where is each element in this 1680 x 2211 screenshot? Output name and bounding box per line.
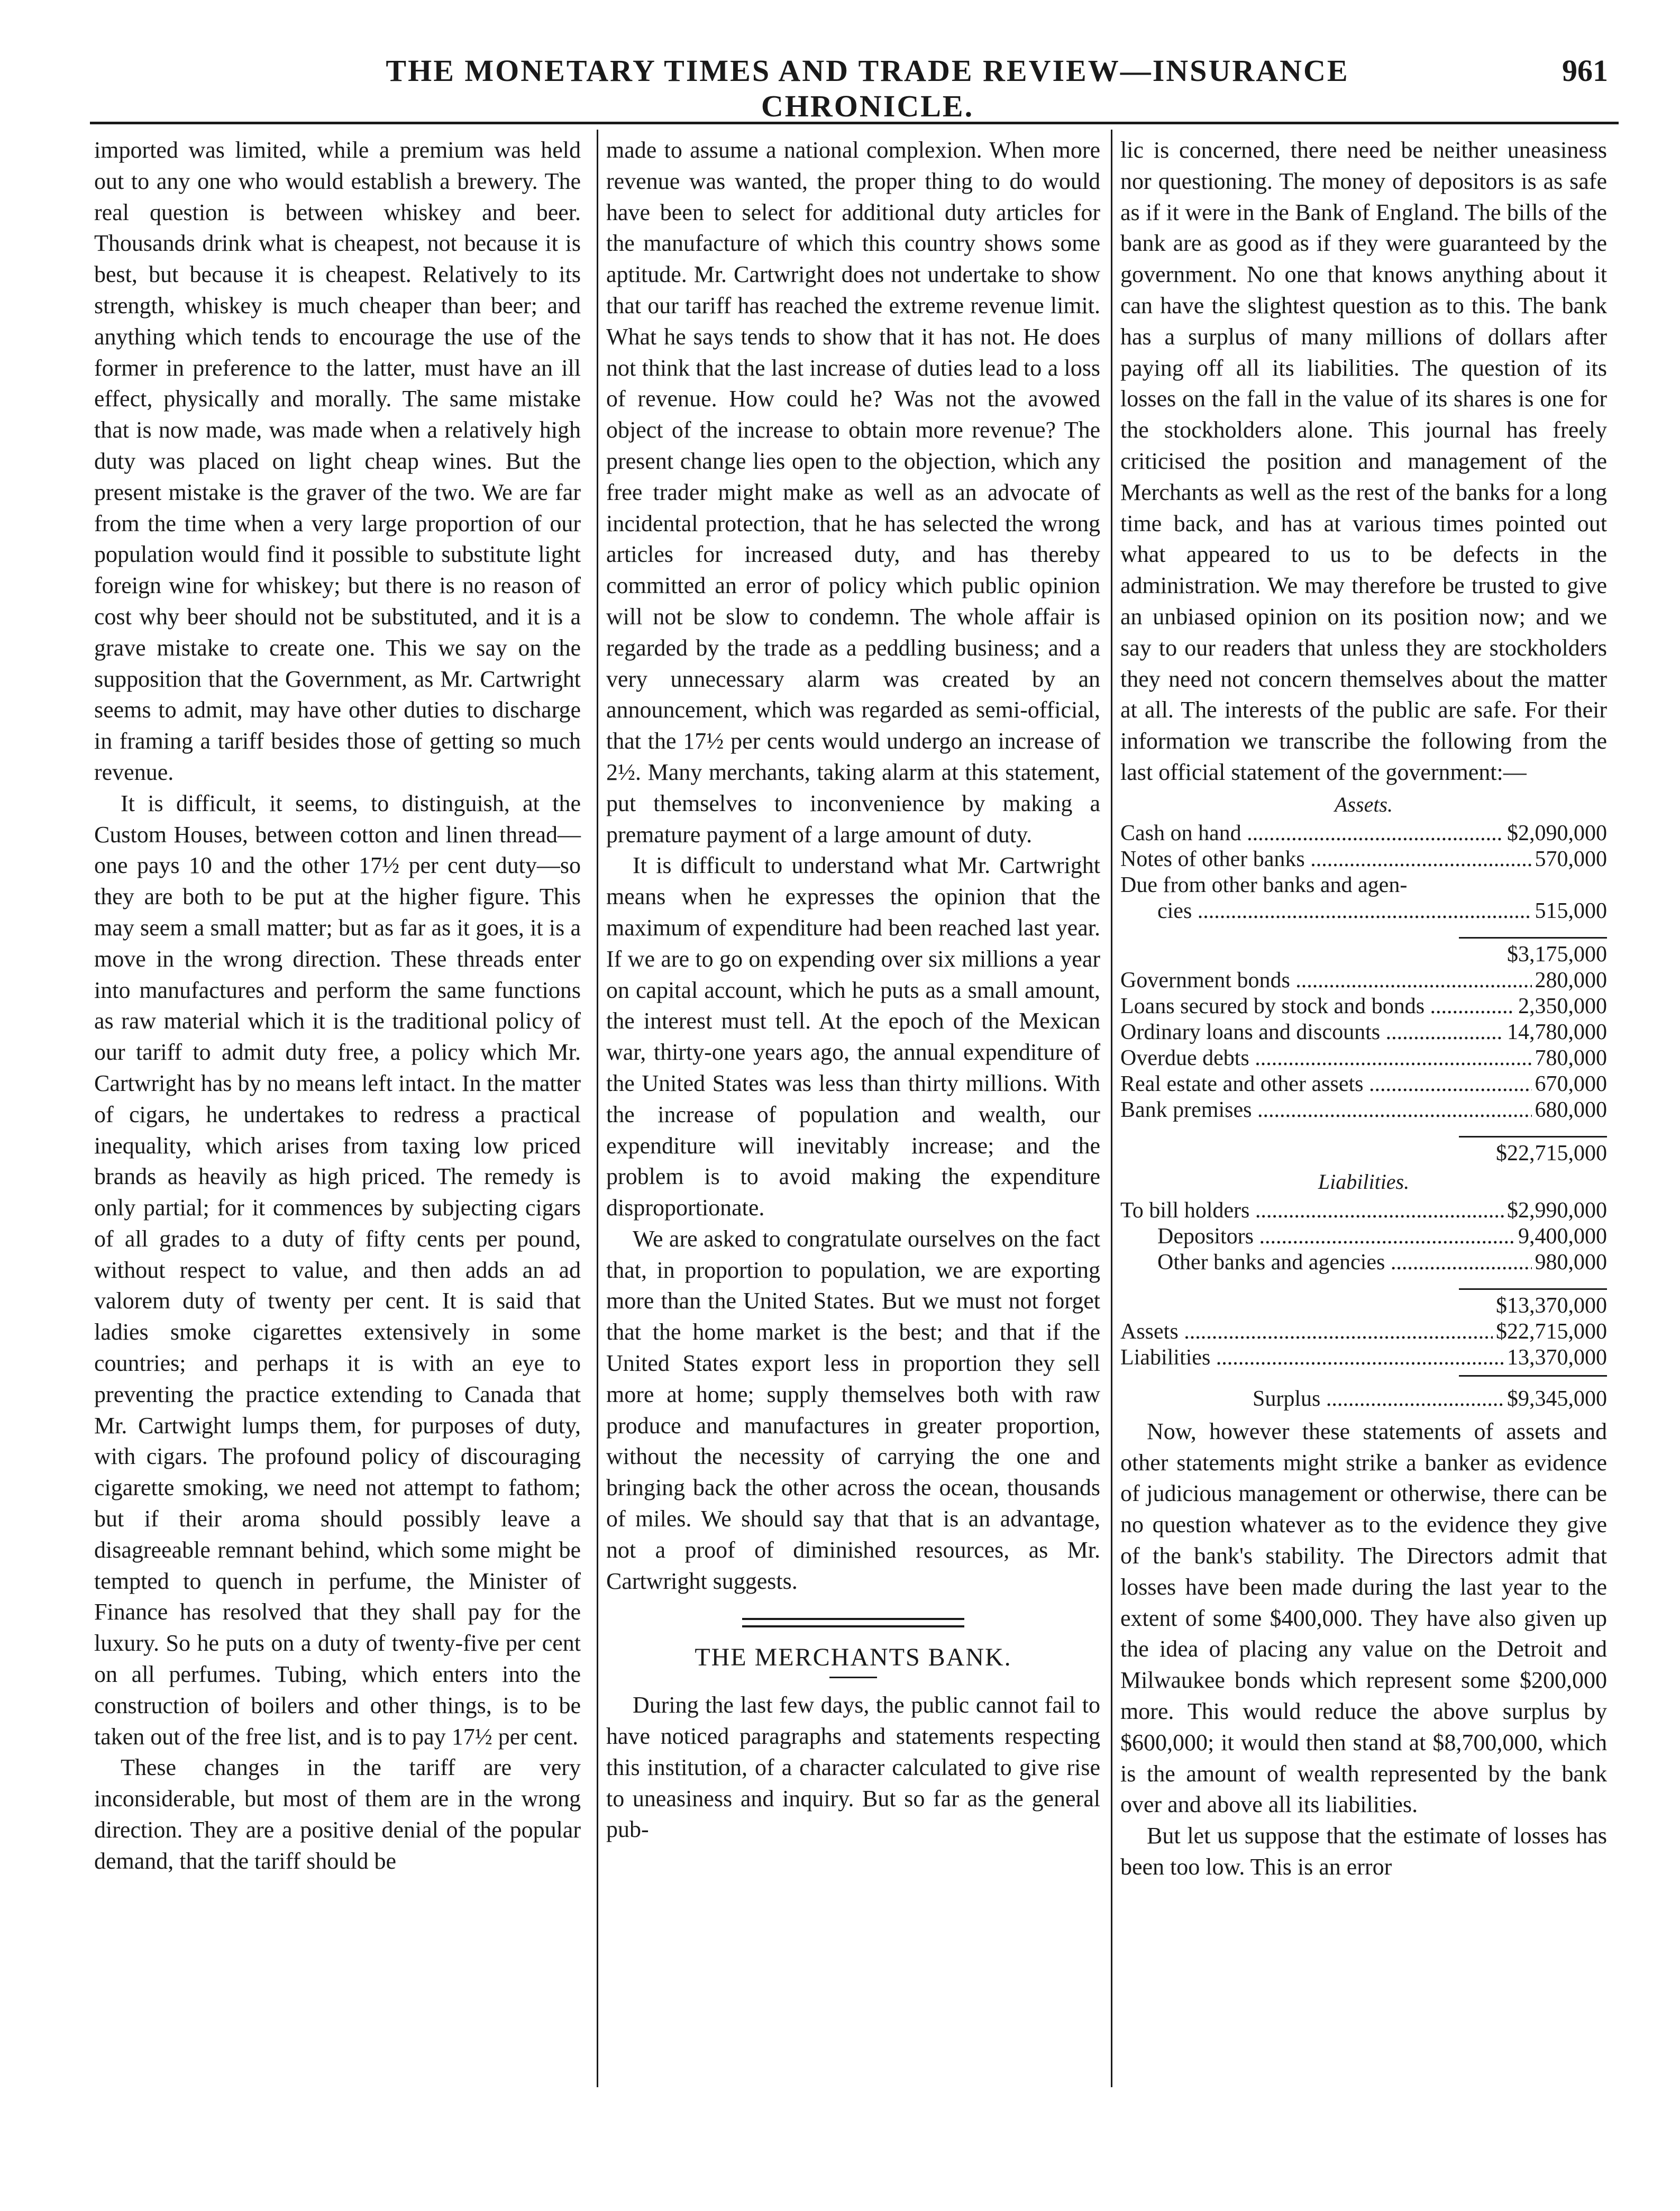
running-title: THE MONETARY TIMES AND TRADE REVIEW—INSURANCE CHRONICLE. [386, 53, 1349, 123]
liabilities-heading: Liabilities. [1318, 1169, 1410, 1194]
statement-subtotal: $3,175,000 [1459, 937, 1607, 968]
header-rule [90, 122, 1619, 124]
paragraph: It is difficult to understand what Mr. Cartwright means when he expresses the opinion that the maximum of expenditure had been reached last year. If we are to go on expending over six millions a year on capital account, which he puts as a small amount, the interest must tell. At the epoch of the Mexican war, thirty-one years ago, the annual expenditure of the United States was less than thirty millions. With the increase of population and wealth, our expenditure will inevitably increase; and the problem is to avoid making the expenditure disproportionate. [606, 852, 1100, 1221]
paragraph: But let us suppose that the estimate of losses has been too low. This is an error [1120, 1823, 1607, 1880]
paragraph: lic is concerned, there need be neither uneasiness nor questioning. The money of depositors is as safe as if it were in the Bank of England. The bills of the bank are as good as if they were guaranteed by the government. No one that knows anything about it can have the slightest question as to this. The bank has a surplus of many millions of dollars after paying off all its liabilities. The question of its losses on the fall in the value of its shares is one for the stockholders alone. This journal has freely criticised the position and management of the Merchants as well as the rest of the banks for a long time back, and has at various times pointed out what appeared to us to be defects in the administration. We may therefore be trusted to give an unbiased opinion on its position now; and we say to our readers that unless they are stockholders they need not concern themselves about the matter at all. The interests of the public are safe. For their information we transcribe the following from the last official statement of the government:— [1120, 137, 1607, 785]
statement-row-due-line1: Due from other banks and agen- [1120, 872, 1408, 897]
statement-row-premises: Bank premises ..... 680,000 [1120, 1097, 1607, 1123]
bank-statement [1120, 791, 1607, 1412]
statement-row-surplus: Surplus ..... $9,345,000 [1120, 1386, 1607, 1412]
paragraph: During the last few days, the public cannot fail to have noticed paragraphs and statements respecting this institution, of a character calculated to give rise to uneasiness and inquiry. But so far as the general pub- [606, 1692, 1100, 1843]
column-divider [597, 130, 598, 2087]
column-2 [606, 135, 1100, 1845]
statement-row-notes: Notes of other banks ..... 570,000 [1120, 847, 1607, 872]
column-1 [94, 135, 581, 1877]
page-number: 961 [1562, 53, 1608, 88]
paragraph: imported was limited, while a premium was held out to any one who would establish a brewery. The real question is between whiskey and beer. Thousands drink what is cheapest, not because it is best, but because it is cheapest. Relatively to its strength, whiskey is much cheaper than beer; and anything which tends to encourage the use of the former in preference to the latter, must have an ill effect, physically and morally. The same mistake that is now made, was made when a relatively high duty was placed on light cheap wines. But the present mistake is the graver of the two. We are far from the time when a very large proportion of our population would find it possible to substitute light foreign wine for whiskey; but there is no reason of cost why beer should not be substituted, and it is a grave mistake to create one. This we say on the supposition that the Government, as Mr. Cartwright seems to admit, may have other duties to discharge in framing a tariff besides those of getting so much revenue. [94, 137, 581, 785]
paragraph: Now, however these statements of assets and other statements might strike a banker as evidence of judicious management or otherwise, there can be no question whatever as to the evidence they give of the bank's stability. The Directors admit that losses have been made during the last year to the extent of some $400,000. They have also given up the idea of placing any value on the Detroit and Milwaukee bonds which represent some $200,000 more. This would reduce the above surplus by $600,000; it would then stand at $8,700,000, which is the amount of wealth represented by the bank over and above all its liabilities. [1120, 1418, 1607, 1818]
statement-row-liabilities: Liabilities ..... 13,370,000 [1120, 1345, 1607, 1371]
column-3 [1120, 135, 1607, 1883]
statement-row-real-estate: Real estate and other assets ..... 670,000 [1120, 1071, 1607, 1097]
statement-row-depositors: Depositors ..... 9,400,000 [1120, 1224, 1607, 1250]
column-divider [1111, 130, 1112, 2087]
assets-heading: Assets. [1335, 792, 1393, 816]
statement-row-assets: Assets ..... $22,715,000 [1120, 1319, 1607, 1345]
paragraph: made to assume a national complexion. When more revenue was wanted, the proper thing to do would have been to select for additional duty articles for the manufacture of which this country shows some aptitude. Mr. Cartwright does not undertake to show that our tariff has reached the extreme revenue limit. What he says tends to show that it has not. He does not think that the last increase of duties lead to a loss of revenue. How could he? Was not the avowed object of the increase to obtain more revenue? The present change lies open to the objection, which any free trader might make as well as an advocate of incidental protection, that he has selected the wrong articles for increased duty, and has thereby committed an error of policy which public opinion will not be slow to condemn. The whole affair is regarded by the trade as a peddling business; and a very unnecessary alarm was created by an announcement, which was regarded as semi-official, that the 17½ per cents would undergo an increase of 2½. Many merchants, taking alarm at this statement, put themselves to inconvenience by making a premature payment of a large amount of duty. [606, 137, 1100, 848]
statement-total-assets: $22,715,000 [1459, 1136, 1607, 1167]
page-header [286, 48, 1608, 123]
statement-row-loans-stock: Loans secured by stock and bonds ..... 2,350,000 [1120, 994, 1607, 1020]
statement-row-ordinary-loans: Ordinary loans and discounts ..... 14,780,000 [1120, 1020, 1607, 1045]
statement-row-overdue: Overdue debts ..... 780,000 [1120, 1045, 1607, 1071]
statement-total-liabilities: $13,370,000 [1459, 1288, 1607, 1319]
paragraph: We are asked to congratulate ourselves on the fact that, in proportion to population, we are exporting more than the United States. But we must not forget that the home market is the best; and that if the United States export less in proportion they sell more at home; supply themselves both with raw produce and manufactures in greater proportion, without the necessity of carrying the one and bringing back the other across the ocean, thousands of miles. We should say that that is an advantage, not a proof of diminished resources, as Mr. Cartwright suggests. [606, 1225, 1100, 1594]
statement-row-due: cies ..... 515,000 [1120, 898, 1607, 924]
paragraph: These changes in the tariff are very inconsiderable, but most of them are in the wrong direction. They are a positive denial of the popular demand, that the tariff should be [94, 1754, 581, 1874]
statement-row-other-banks: Other banks and agencies ..... 980,000 [1120, 1250, 1607, 1276]
section-separator [742, 1618, 964, 1627]
statement-row-govt-bonds: Government bonds ..... 280,000 [1120, 968, 1607, 994]
paragraph: It is difficult, it seems, to distinguish, at the Custom Houses, between cotton and linen thread—one pays 10 and the other 17½ per cent duty—so they are both to be put at the higher figure. This may seem a small matter; but as far as it goes, it is a move in the wrong direction. These threads enter into manufactures and perform the same functions as raw material which it is the traditional policy of our tariff to admit duty free, a policy which Mr. Cartwright has by no means left intact. In the matter of cigars, he undertakes to redress a practical inequality, which arises from taxing low priced brands as heavily as high priced. The remedy is only partial; for it commences by subjecting cigars of all grades to a duty of fifty cents per pound, without respect to value, and then adds an ad valorem duty of twenty per cent. It is said that ladies smoke cigarettes extensively in some countries; and perhaps it is with an eye to preventing the practice extending to Canada that Mr. Cartwight lumps them, for purposes of duty, with cigars. The profound policy of discouraging cigarette smoking, we need not attempt to fathom; but if their aroma should possibly leave a disagreeable remnant behind, which some might be tempted to quench in perfume, the Minister of Finance has resolved that they shall pay for the luxury. So he puts on a duty of twenty-five per cent on all perfumes. Tubing, which enters into the construction of boilers and other things, is to be taken out of the free list, and is to pay 17½ per cent. [94, 790, 581, 1750]
statement-row-cash: Cash on hand ..... $2,090,000 [1120, 821, 1607, 847]
title-rule [829, 1677, 877, 1678]
section-title: THE MERCHANTS BANK. [695, 1643, 1012, 1672]
statement-row-bill-holders: To bill holders ..... $2,990,000 [1120, 1198, 1607, 1224]
